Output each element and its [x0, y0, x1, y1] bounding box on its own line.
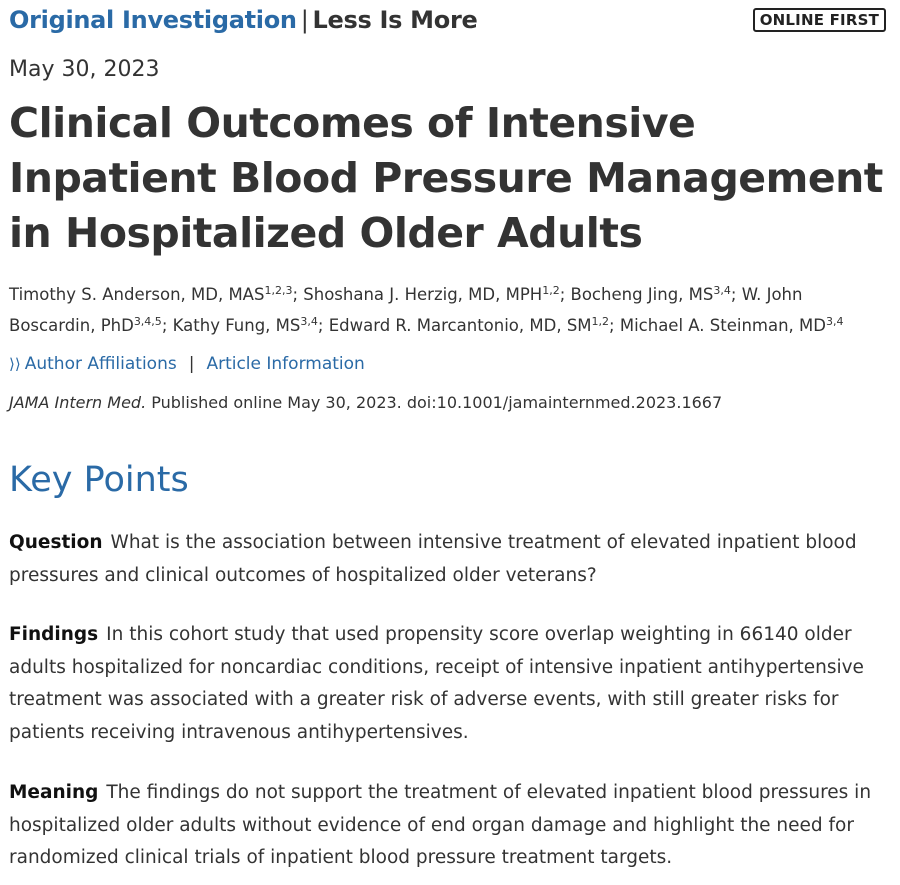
key-point-meaning: [9, 777, 884, 875]
author-name[interactable]: Kathy Fung, MS: [172, 316, 301, 335]
chevron-right-icon: ⟩⟩: [9, 355, 21, 373]
author-name[interactable]: Bocheng Jing, MS: [570, 285, 714, 304]
meaning-label: Meaning: [9, 782, 99, 803]
author-affiliation-ref: 1,2: [542, 283, 560, 297]
author-separator: ;: [161, 316, 173, 335]
author-separator: ;: [559, 285, 571, 304]
findings-text: In this cohort study that used propensity score overlap weighting in 66140 older adults hospitalized for noncardiac conditions, receipt of intensive inpatient antihypertensive treatment was associated with a greater risk of adverse events, with still greater risks for patients receiving intravenous antihypertensives.: [9, 624, 864, 743]
citation: [9, 393, 722, 412]
article-category-link[interactable]: Original Investigation: [9, 6, 297, 34]
author-separator: ;: [730, 285, 742, 304]
author-affiliation-ref: 1,2: [591, 314, 610, 328]
findings-label: Findings: [9, 624, 99, 645]
author-affiliations-link[interactable]: Author Affiliations: [24, 354, 177, 374]
author-name[interactable]: W. John Boscardin, PhD: [9, 285, 803, 335]
author-list: [9, 279, 879, 341]
meaning-text: The findings do not support the treatment of elevated inpatient blood pressures in hospitalized older adults without evidence of end organ damage and highlight the need for randomized clinical trials of inpatient blood pressure treatment targets.: [9, 782, 872, 868]
author-separator: ;: [609, 316, 620, 335]
article-subcategory: Less Is More: [312, 6, 478, 34]
article-type-header: [9, 6, 477, 34]
author-separator: ;: [317, 316, 329, 335]
key-point-question: [9, 527, 884, 592]
header-separator: |: [300, 6, 309, 34]
author-affiliation-ref: 3,4,5: [133, 314, 162, 328]
author-affiliation-ref: 3,4: [713, 283, 731, 297]
key-points-heading: Key Points: [9, 460, 189, 500]
author-name[interactable]: Shoshana J. Herzig, MD, MPH: [303, 285, 543, 304]
key-point-findings: [9, 619, 884, 749]
author-affiliation-ref: 3,4: [825, 314, 844, 328]
article-information-link[interactable]: Article Information: [206, 354, 365, 374]
author-affiliation-ref: 1,2,3: [264, 283, 293, 297]
author-name[interactable]: Michael A. Steinman, MD: [619, 316, 826, 335]
author-name[interactable]: Edward R. Marcantonio, MD, SM: [328, 316, 592, 335]
citation-details: Published online May 30, 2023. doi:10.1001/jamainternmed.2023.1667: [146, 393, 723, 412]
author-name[interactable]: Timothy S. Anderson, MD, MAS: [9, 285, 265, 304]
question-text: What is the association between intensive treatment of elevated inpatient blood pressures and clinical outcomes of hospitalized older veterans?: [9, 532, 857, 586]
author-separator: ;: [292, 285, 304, 304]
links-divider: |: [188, 354, 195, 374]
journal-name: JAMA Intern Med.: [9, 393, 147, 412]
question-label: Question: [9, 532, 103, 553]
article-title: Clinical Outcomes of Intensive Inpatient Blood Pressure Management in Hospitalized Older Adults: [9, 99, 883, 257]
article-links: [9, 354, 365, 374]
online-first-badge: ONLINE FIRST: [753, 8, 886, 32]
publication-date: May 30, 2023: [9, 57, 160, 82]
author-affiliation-ref: 3,4: [300, 314, 318, 328]
